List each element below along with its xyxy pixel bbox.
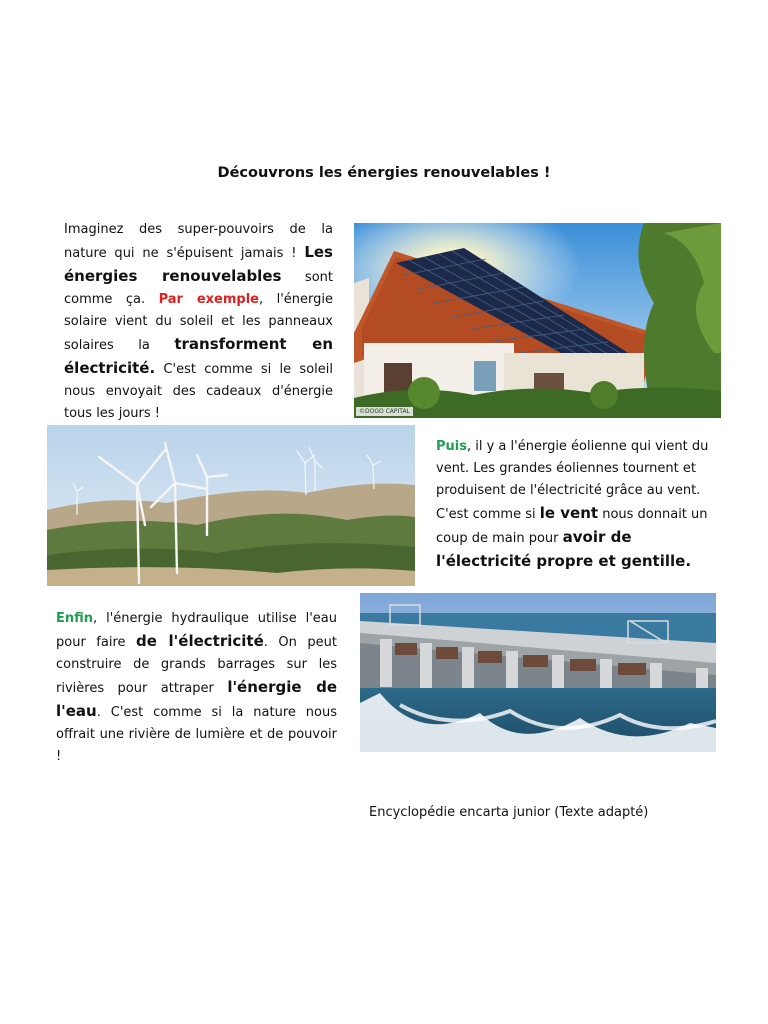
solar-highlight-electricity: transforment en électricité.	[64, 335, 333, 377]
solar-text-4: C'est comme si le soleil nous envoyait des cadeaux d'énergie tous les jours !	[64, 362, 333, 421]
page-title: Découvrons les énergies renouvelables !	[217, 165, 551, 181]
solar-example-label: Par exemple	[158, 292, 259, 307]
wind-highlight-vent: le vent	[539, 504, 599, 522]
wind-text-2: nous donnait un coup de main pour	[436, 507, 708, 546]
solar-text-2: sont comme ça.	[64, 270, 333, 307]
solar-text-3: , l'énergie solaire vient du soleil et les panneaux solaires la	[64, 292, 333, 353]
paragraph-solar	[64, 219, 333, 425]
hydro-enfin-label: Enfin	[56, 611, 94, 626]
hydro-text-1: , l'énergie hydraulique utilise l'eau pour faire	[56, 611, 337, 650]
wind-highlight-electricity: avoir de l'électricité propre et gentille.	[436, 528, 692, 570]
paragraph-hydro	[56, 608, 337, 768]
hydro-dam-image	[360, 593, 716, 752]
hydro-highlight-electricity: de l'électricité	[136, 632, 264, 650]
solar-text-1: Imaginez des super-pouvoirs de la nature qui ne s'épuisent jamais !	[64, 222, 333, 261]
wind-text-1: , il y a l'énergie éolienne qui vient du vent. Les grandes éoliennes tournent et produisent de l'électricité grâce au vent. C'est comme si	[436, 439, 709, 522]
solar-panel-house-image	[354, 223, 721, 418]
hydro-text-2: . On peut construire de grands barrages sur les rivières pour attraper	[56, 635, 337, 696]
paragraph-wind	[436, 436, 712, 574]
hydro-highlight-water-energy: l'énergie de l'eau	[56, 678, 337, 720]
source-citation: Encyclopédie encarta junior (Texte adapté)	[369, 805, 649, 820]
solar-highlight-renewables: Les énergies renouvelables	[64, 243, 333, 285]
hydro-text-3: . C'est comme si la nature nous offrait une rivière de lumière et de pouvoir !	[56, 705, 337, 764]
wind-puis-label: Puis	[436, 439, 467, 454]
wind-turbines-image	[47, 425, 415, 586]
image-credit: ©DOGO CAPITAL	[356, 407, 413, 416]
